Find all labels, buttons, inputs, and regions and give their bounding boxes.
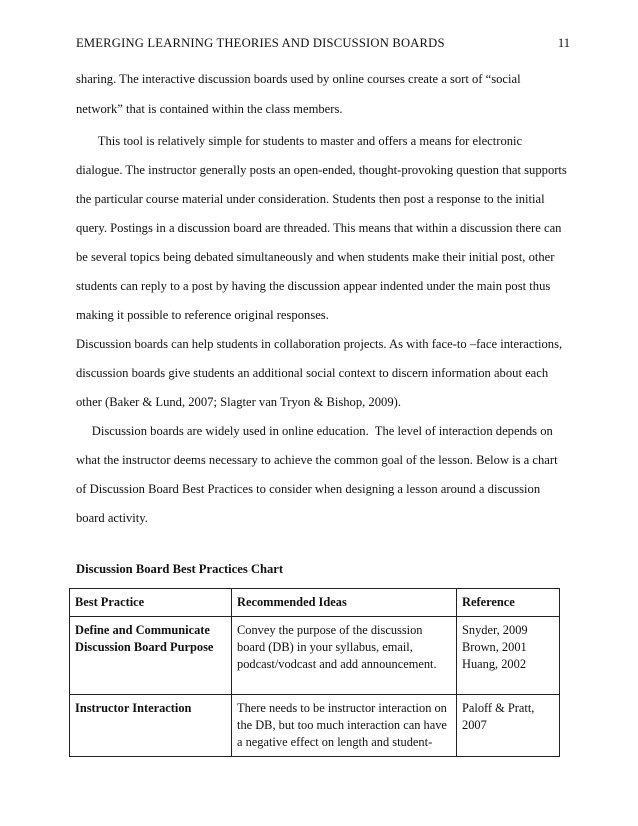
cell-line: board (DB) in your syllabus, email,	[237, 640, 413, 654]
body-line: board activity.	[76, 511, 148, 525]
reference-cell	[457, 617, 560, 695]
cell-line: Convey the purpose of the discussion	[237, 623, 423, 637]
body-line: discussion boards give students an additional social context to discern information about each	[76, 366, 549, 380]
cell-line: the DB, but too much interaction can have	[237, 718, 447, 732]
body-line: Discussion boards can help students in collaboration projects. As with face-to –face interactions,	[76, 337, 563, 351]
running-head-title: EMERGING LEARNING THEORIES AND DISCUSSION BOARDS	[76, 36, 445, 50]
column-header-best-practice: Best Practice	[70, 589, 232, 617]
cell-line: 2007	[462, 718, 487, 732]
cell-line: podcast/vodcast and add announcement.	[237, 657, 437, 671]
body-line: query. Postings in a discussion board are threaded. This means that within a discussion there can	[76, 221, 562, 235]
practice-cell	[70, 695, 232, 757]
ideas-cell	[232, 617, 457, 695]
body-line: be several topics being debated simultaneously and when students make their initial post, other	[76, 250, 555, 264]
body-line: making it possible to reference original responses.	[76, 308, 329, 322]
chart-heading: Discussion Board Best Practices Chart	[76, 562, 284, 576]
cell-line: Define and Communicate	[75, 623, 210, 637]
body-line: students can reply to a post by having the discussion appear indented under the main post thus	[76, 279, 551, 293]
cell-line: Instructor Interaction	[75, 701, 192, 715]
body-line: network” that is contained within the class members.	[76, 102, 343, 116]
cell-line: Discussion Board Purpose	[75, 640, 214, 654]
table-row	[70, 695, 560, 757]
practice-cell	[70, 617, 232, 695]
cell-line: Huang, 2002	[462, 657, 527, 671]
cell-line: Paloff & Pratt,	[462, 701, 535, 715]
page-number: 11	[557, 36, 570, 50]
body-line: what the instructor deems necessary to achieve the common goal of the lesson. Below is a chart	[76, 453, 558, 467]
cell-line: Snyder, 2009	[462, 623, 528, 637]
body-line: dialogue. The instructor generally posts an open-ended, thought-provoking question that supports	[76, 163, 567, 177]
body-line: the particular course material under consideration. Students then post a response to the initial	[76, 192, 545, 206]
ideas-cell	[232, 695, 457, 757]
reference-cell	[457, 695, 560, 757]
running-header	[76, 36, 570, 54]
cell-line: Brown, 2001	[462, 640, 527, 654]
body-line: sharing. The interactive discussion boards used by online courses create a sort of “social	[76, 72, 521, 86]
cell-line: There needs to be instructor interaction on	[237, 701, 447, 715]
body-line: This tool is relatively simple for students to master and offers a means for electronic	[76, 134, 523, 148]
table-row	[70, 617, 560, 695]
cell-line: a negative effect on length and student-	[237, 735, 433, 749]
body-line: other (Baker & Lund, 2007; Slagter van Tryon & Bishop, 2009).	[76, 395, 401, 409]
body-line: of Discussion Board Best Practices to consider when designing a lesson around a discussion	[76, 482, 541, 496]
column-header-reference: Reference	[457, 589, 560, 617]
best-practices-table	[69, 588, 560, 757]
body-line: Discussion boards are widely used in online education. The level of interaction depends on	[76, 424, 553, 438]
table-header-row	[70, 589, 560, 617]
column-header-recommended-ideas: Recommended Ideas	[232, 589, 457, 617]
